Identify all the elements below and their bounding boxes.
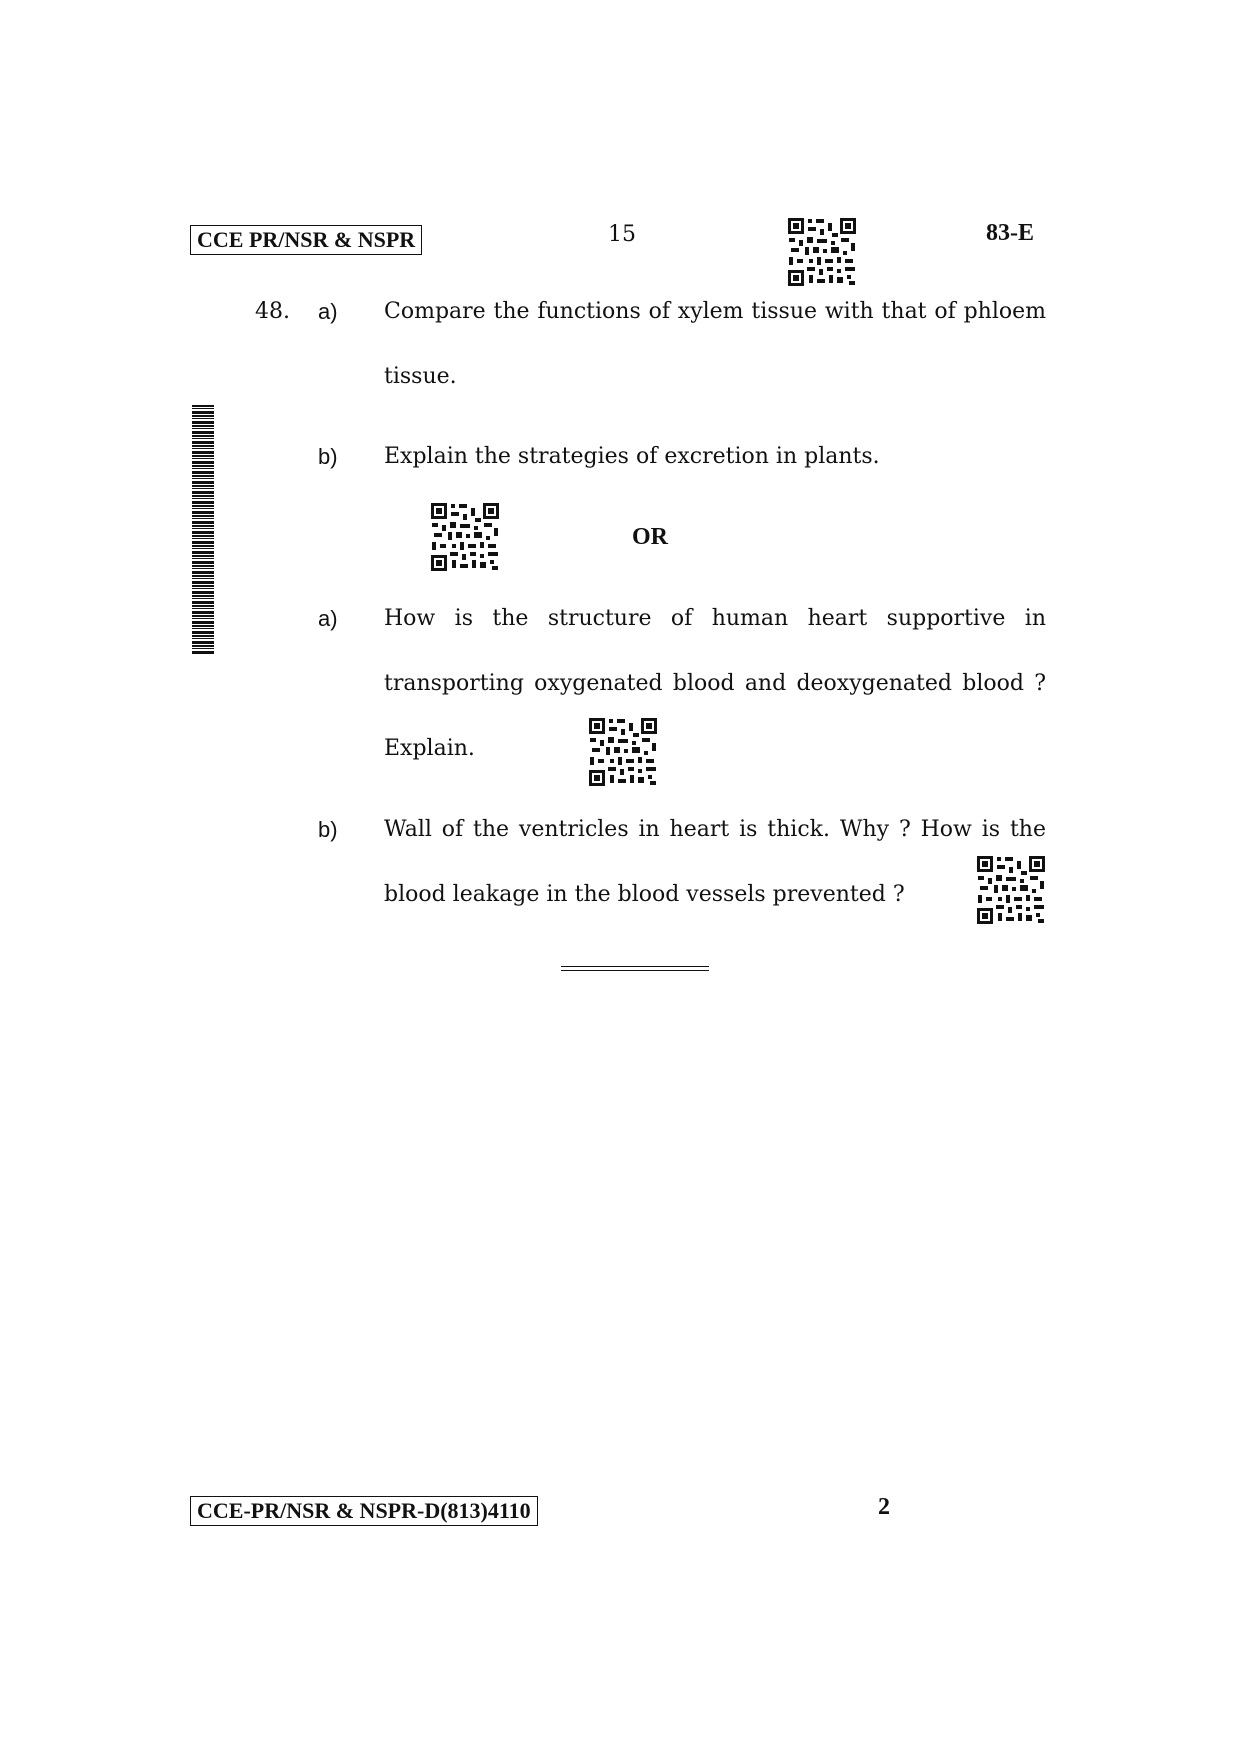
header-subject-code: 83-E (986, 220, 1034, 246)
part-b-label: b) (318, 444, 338, 469)
qr-code-icon (787, 217, 857, 287)
alt-a-label: a) (318, 606, 338, 631)
alt-a-text-line1: How is the structure of human heart supportive in (384, 606, 1046, 631)
alt-b-label: b) (318, 817, 338, 842)
header-paper-code: CCE PR/NSR & NSPR (190, 225, 422, 255)
question-number: 48. (255, 299, 290, 324)
part-a-label: a) (318, 299, 338, 324)
alt-a-text-line2: transporting oxygenated blood and deoxygenated blood ? (384, 671, 1046, 696)
footer-page-number: 2 (878, 1494, 890, 1520)
end-rule (561, 966, 709, 971)
part-b-text: Explain the strategies of excretion in plants. (384, 444, 880, 469)
qr-code-icon (976, 855, 1046, 925)
barcode-icon (192, 405, 214, 655)
header-page-number: 15 (608, 222, 636, 247)
alt-b-text-line2: blood leakage in the blood vessels prevented ? (384, 882, 905, 907)
part-a-text-line2: tissue. (384, 364, 457, 389)
qr-code-icon (430, 502, 500, 572)
qr-code-icon (588, 717, 658, 787)
alt-a-text-line3: Explain. (384, 736, 475, 761)
part-a-text-line1: Compare the functions of xylem tissue with that of phloem (384, 299, 1046, 324)
or-label: OR (632, 524, 668, 550)
alt-b-text-line1: Wall of the ventricles in heart is thick. Why ? How is the (384, 817, 1046, 842)
footer-paper-code: CCE-PR/NSR & NSPR-D(813)4110 (190, 1496, 538, 1526)
